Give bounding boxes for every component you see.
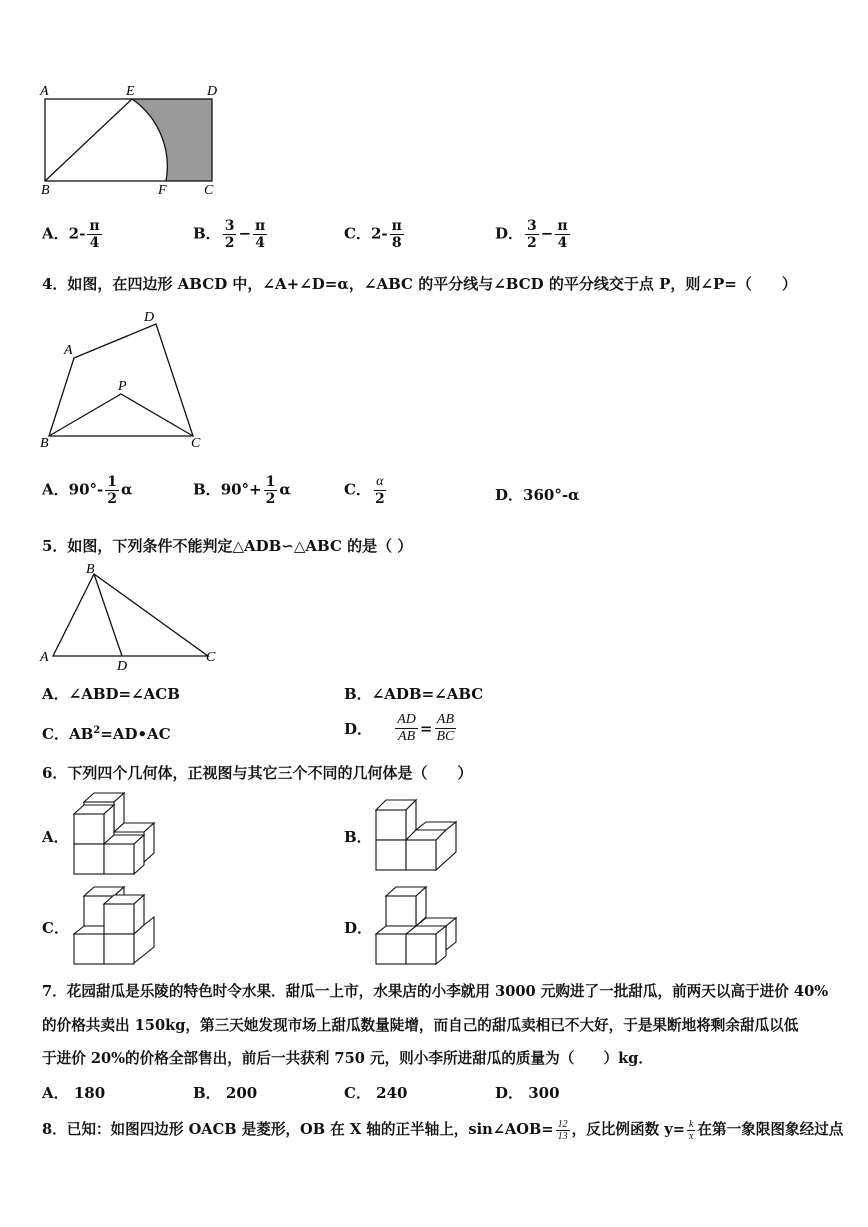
q4-stem: 4．如图，在四边形 ABCD 中，∠A+∠D=α，∠ABC 的平分线与∠BCD 的平分线交于点 P，则∠P=（ ）: [42, 275, 797, 293]
q6-solid-d: [368, 882, 463, 967]
q3-shaded-region: [132, 99, 212, 181]
q7-line-2: 的价格共卖出 150kg，第三天她发现市场上甜瓜数量陡增，而自己的甜瓜卖相已不大好，于是果断地将剩余甜瓜以低: [42, 1017, 799, 1034]
q5-label-b: B: [86, 562, 95, 577]
q3-label-b: B: [41, 183, 50, 198]
q6-label-c: C．: [42, 919, 69, 937]
q3-label-a: A: [40, 84, 49, 99]
q4-label-a: A: [64, 343, 73, 358]
q6-solid-b: [368, 794, 463, 874]
q7-option-a: A． 180: [42, 1084, 106, 1102]
q4-label-b: B: [40, 436, 49, 451]
q5-option-b: B．∠ADB=∠ABC: [344, 685, 484, 703]
q7-option-d: D． 300: [495, 1084, 560, 1102]
q6-solid-c: [66, 882, 161, 967]
q7-option-c: C． 240: [344, 1084, 408, 1102]
q8-stem: 8．已知：如图四边形 OACB 是菱形，OB 在 X 轴的正半轴上，sin∠AOB= $\frac{12}{13}$ ，反比例函数 y= $\frac{k}{x}$ 在第一象限图象经过点: [42, 1118, 844, 1142]
q3-option-a: A．2- $\frac{\pi}{4}$: [42, 218, 100, 251]
q5-label-d: D: [117, 659, 128, 674]
q6-label-d: D．: [344, 919, 373, 937]
q3-option-d: D． $\frac{3}{2}$ − $\frac{\pi}{4}$: [495, 218, 568, 251]
q5-stem: 5．如图，下列条件不能判定△ADB∽△ABC 的是（ ）: [42, 537, 413, 555]
q5-segment-bd: [94, 574, 122, 656]
q5-label-a: A: [40, 650, 49, 665]
q5-label-c: C: [206, 650, 216, 665]
q4-label-p: P: [118, 379, 127, 394]
q3-option-c: C．2- $\frac{\pi}{8}$: [344, 218, 402, 251]
q3-segment-be: [45, 99, 132, 181]
q4-option-c: C． $\frac{\alpha}{2}$: [344, 474, 385, 507]
q3-label-d: D: [207, 84, 218, 99]
q4-option-a: A．90°- $\frac{1}{2}$ α: [42, 474, 133, 507]
q5-figure: [36, 560, 226, 675]
q4-figure: [36, 305, 216, 455]
q6-stem: 6．下列四个几何体，正视图与其它三个不同的几何体是（ ）: [42, 764, 473, 782]
q5-option-a: A．∠ABD=∠ACB: [42, 685, 180, 703]
q4-label-d: D: [144, 310, 155, 325]
q6-label-a: A．: [42, 828, 69, 846]
q6-solid-a: [66, 790, 161, 878]
q4-bisectors: [49, 394, 193, 436]
q7-line-1: 7．花园甜瓜是乐陵的特色时令水果．甜瓜一上市，水果店的小李就用 3000 元购进了一批甜瓜，前两天以高于进价 40%: [42, 983, 829, 1000]
q4-option-d: D．360°-α: [495, 486, 580, 504]
q6-label-b: B．: [344, 828, 372, 846]
q5-option-d: D． $\frac{AD}{AB}$ = $\frac{AB}{BC}$: [344, 712, 455, 744]
q3-label-f: F: [158, 183, 167, 198]
q3-label-e: E: [126, 84, 135, 99]
q3-label-c: C: [204, 183, 214, 198]
q5-triangle: [53, 574, 208, 656]
q7-line-3: 于进价 20%的价格全部售出，前后一共获利 750 元，则小李所进甜瓜的质量为（ ）kg．: [42, 1050, 653, 1067]
q4-label-c: C: [191, 436, 201, 451]
q7-option-b: B． 200: [193, 1084, 258, 1102]
q3-option-b: B． $\frac{3}{2}$ − $\frac{\pi}{4}$: [193, 218, 266, 251]
q5-option-c: C．$AB^2=AD•AC$: [42, 725, 171, 743]
q4-option-b: B．90°+ $\frac{1}{2}$ α: [193, 474, 291, 507]
q3-figure: [36, 80, 226, 200]
